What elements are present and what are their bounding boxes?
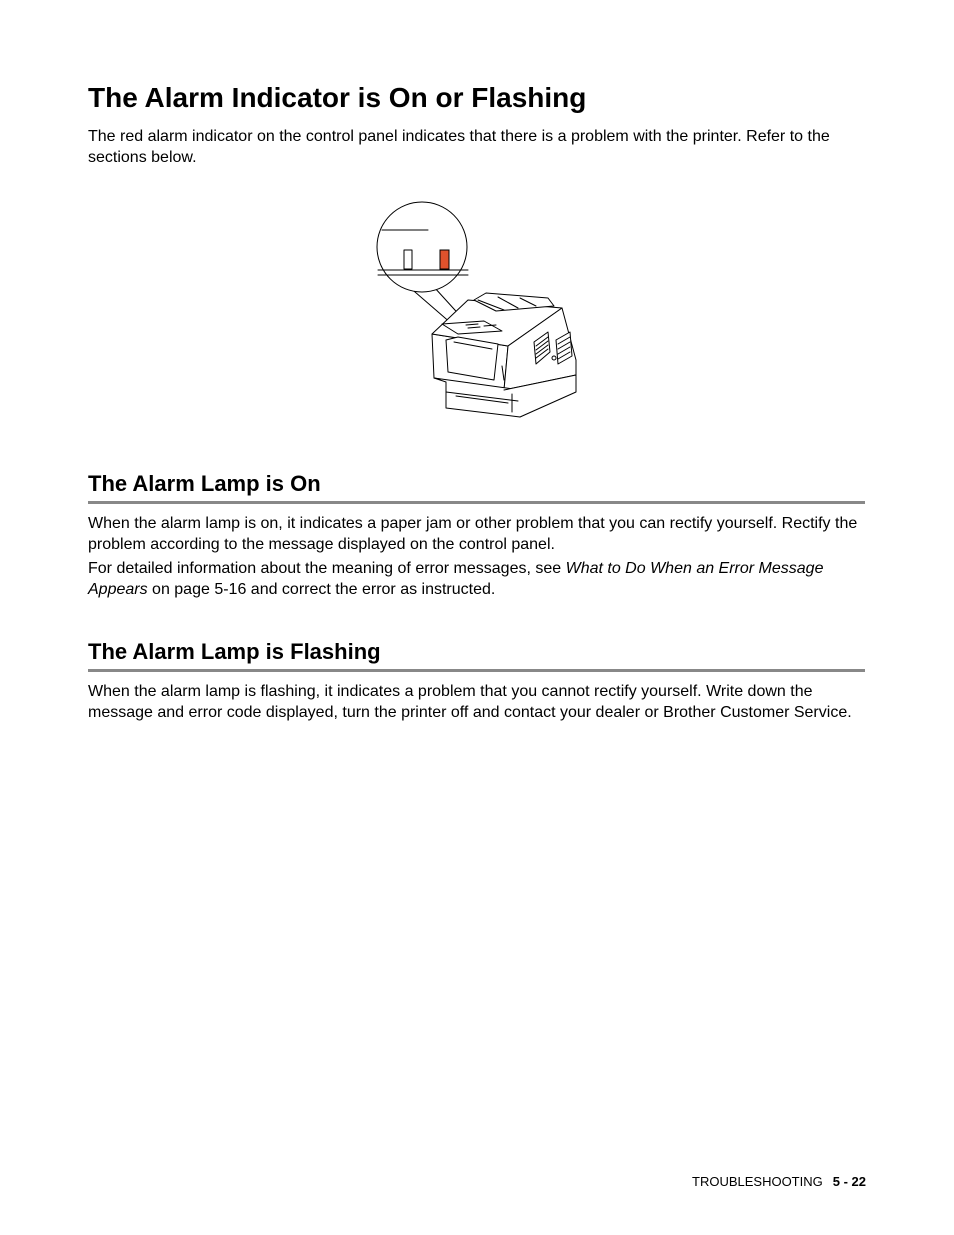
- footer-section-name: TROUBLESHOOTING: [692, 1174, 823, 1189]
- error-message-section-link[interactable]: What to Do When an Error Message Appears: [88, 560, 824, 598]
- reference-text-after: on page 5-16 and correct the error as instructed.: [147, 580, 496, 598]
- page-title: The Alarm Indicator is On or Flashing: [88, 82, 587, 113]
- error-message-reference-paragraph: [88, 559, 868, 600]
- alarm-lamp-on-paragraph: When the alarm lamp is on, it indicates a paper jam or other problem that you can rectify yourself. Rectify the problem according to the message displayed on the control panel.: [88, 515, 858, 553]
- section-heading-alarm-lamp-flashing: The Alarm Lamp is Flashing: [88, 638, 865, 672]
- footer-page-number: 5 - 22: [832, 1174, 866, 1189]
- printer-illustration: [376, 200, 578, 422]
- intro-paragraph: The red alarm indicator on the control panel indicates that there is a problem with the printer. Refer to the sections below.: [88, 128, 830, 166]
- alarm-lamp-indicator: [440, 250, 449, 269]
- alarm-lamp-flashing-paragraph: When the alarm lamp is flashing, it indicates a problem that you cannot rectify yourself. Write down the message and error code displayed, turn the printer off and contact your dealer or Brother Customer Service.: [88, 683, 852, 721]
- page-footer: [692, 1174, 866, 1190]
- section-heading-alarm-lamp-on: The Alarm Lamp is On: [88, 470, 865, 504]
- reference-text-before: For detailed information about the meaning of error messages, see: [88, 560, 566, 577]
